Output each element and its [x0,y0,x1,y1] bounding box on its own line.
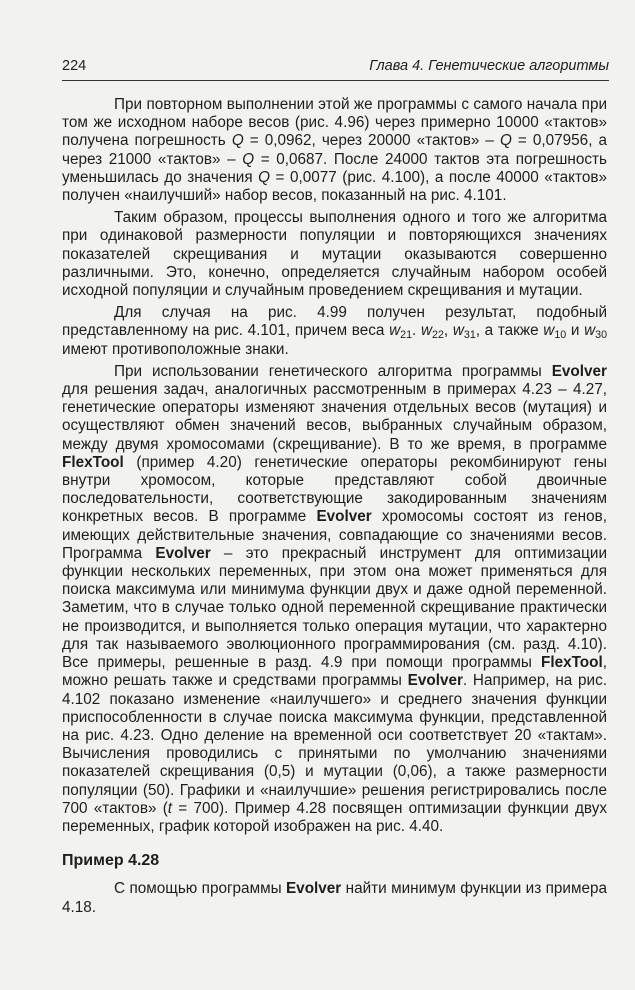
paragraph-3: Для случая на рис. 4.99 получен результат, подобный представленному на рис. 4.101, причем веса $w_{21}$. $w_{22}$, $w_{31}$, а также $w_{10}$ и $w_{30}$ имеют противоположные знаки. [62,304,608,358]
paragraph-1: При повторном выполнении этой же программы с самого начала при том же исходном наборе весов (рис. 4.96) через примерно 10000 «тактов» получена погрешность Q = 0,0962, через 20000 «тактов» – Q = 0,07956, а через 21000 «тактов» – Q = 0,0687. После 24000 тактов эта погрешность уменьшилась до значения Q = 0,0077 (рис. 4.100), а после 40000 «тактов» получен «наилучший» набор весов, показанный на рис. 4.101. [62,96,608,205]
example-heading: Пример 4.28 [62,852,160,870]
example-paragraph: С помощью программы Evolver найти минимум функции из примера 4.18. [62,880,607,916]
paragraph-4: При использовании генетического алгоритма программы Evolver для решения задач, аналогичных рассмотренным в примерах 4.23 – 4.27, генетические операторы изменяют значения отдельных весов (мутация) и осуществляют обмен значений весов, выбранных случайным образом, между двумя хромосомами (скрещивание). В то же время, в программе FlexTool (пример 4.20) генетические операторы рекомбинируют гены внутри хромосом, которые представляют собой двоичные последовательности, соответствующие закодированным значениям конкретных весов. В программе Evolver хромосомы состоят из генов, имеющих действительные значения, совпадающие со значениями весов. Программа Evolver – это прекрасный инструмент для оптимизации функции нескольких переменных, при этом она может применяться для поиска максимума или минимума функции двух и даже одной переменной. Заметим, что в случае только одной переменной скрещивание практически не производится, и выполняется только операция мутации, что характерно для так называемого эволюционного программирования (см. разд. 4.10). Все примеры, решенные в разд. 4.9 при помощи программы FlexTool, можно решать также и средствами программы Evolver. Например, на рис. 4.102 показано изменение «наилучшего» и среднего значения функции приспособленности в случае поиска максимума функции, представленной на рис. 4.23. Одно деление на временной оси соответствует 20 «тактам». Вычисления проводились с принятыми по умолчанию значениями показателей скрещивания (0,5) и мутации (0,06), а также размерности популяции (50). Графики и «наилучшие» решения регистрировались после 700 «тактов» (t = 700). Пример 4.28 посвящен оптимизации функции двух переменных, график которой изображен на рис. 4.40. [62,362,608,835]
page-number: 224 [62,58,87,74]
running-title: Глава 4. Генетические алгоритмы [369,58,609,74]
page-header [62,58,609,81]
paragraph-2: Таким образом, процессы выполнения одного и того же алгоритма при одинаковой размерности популяции и повторяющихся значениях показателей скрещивания и мутации оказываются совершенно различными. Это, конечно, определяется случайным набором особей исходной популяции и случайным проведением скрещивания и мутации. [62,209,607,300]
body-text [62,96,607,921]
